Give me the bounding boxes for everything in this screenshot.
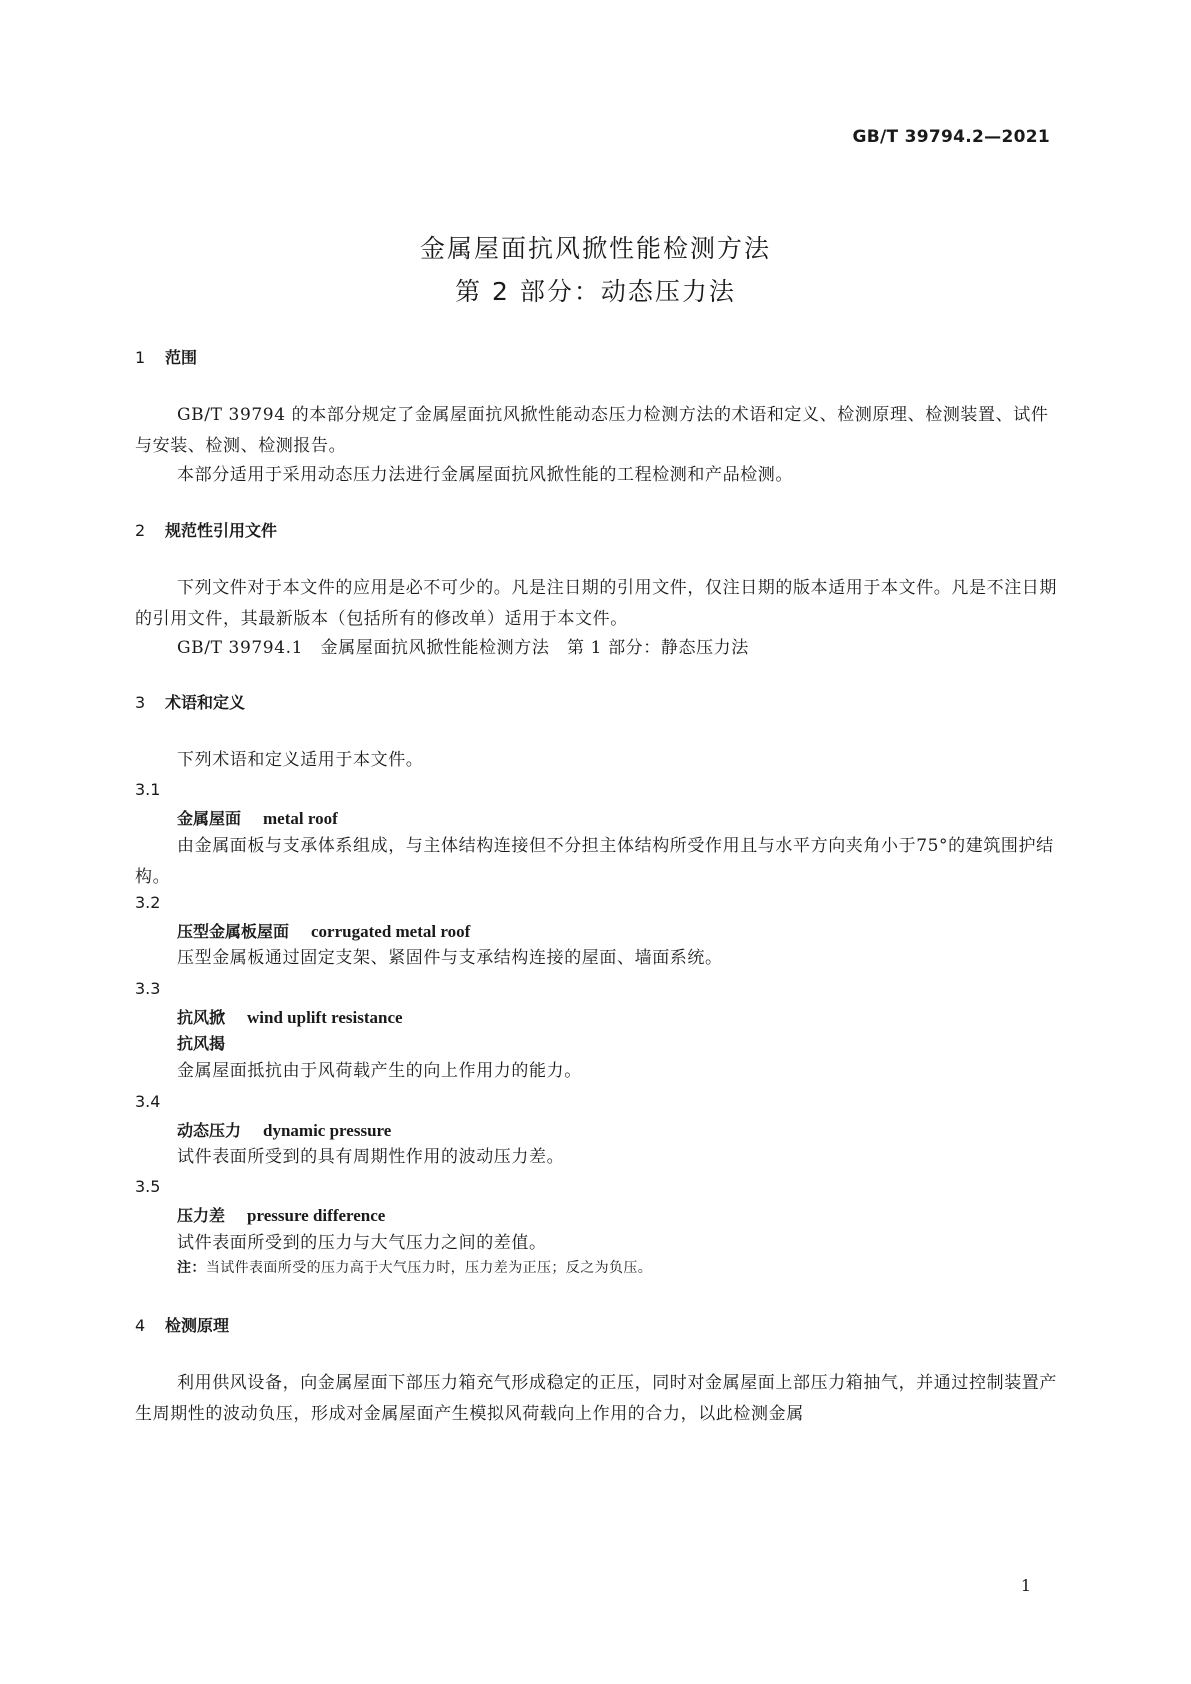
section-title: 术语和定义: [165, 693, 246, 712]
standard-code: GB/T 39794.2—2021: [852, 127, 1050, 147]
term-en: corrugated metal roof: [311, 922, 471, 941]
term-note: [177, 1257, 652, 1279]
term-definition: 由金属面板与支承体系组成，与主体结构连接但不分担主体结构所受作用且与水平方向夹角小于75°的建筑围护结构。: [135, 836, 1054, 887]
term-definition: 试件表面所受到的具有周期性作用的波动压力差。: [177, 1147, 565, 1167]
note-text: 当试件表面所受的压力高于大气压力时，压力差为正压；反之为负压。: [205, 1260, 653, 1276]
term-zh: 压力差: [177, 1206, 226, 1225]
section-1-para-2: 本部分适用于采用动态压力法进行金属屋面抗风掀性能的工程检测和产品检测。: [177, 465, 793, 485]
term-zh: 压型金属板屋面: [177, 922, 290, 941]
normative-reference: GB/T 39794.1 金属屋面抗风掀性能检测方法 第 1 部分：静态压力法: [177, 638, 749, 658]
section-number: 4: [135, 1316, 146, 1335]
note-label: 注：: [177, 1260, 206, 1276]
term-heading: [177, 1203, 385, 1229]
term-synonym: 抗风揭: [177, 1034, 226, 1053]
term-number: 3.3: [135, 979, 161, 998]
section-number: 2: [135, 521, 146, 540]
page-number: 1: [1020, 1576, 1031, 1595]
doc-subtitle: 第 2 部分：动态压力法: [455, 277, 736, 306]
section-3-intro: 下列术语和定义适用于本文件。: [177, 750, 424, 770]
term-definition: 试件表面所受到的压力与大气压力之间的差值。: [177, 1233, 547, 1253]
term-heading: [177, 806, 338, 832]
term-zh: 动态压力: [177, 1121, 242, 1140]
section-title: 规范性引用文件: [165, 521, 278, 540]
section-2-heading: [135, 519, 277, 543]
term-heading: [177, 1118, 391, 1144]
section-2-para-1: 下列文件对于本文件的应用是必不可少的。凡是注日期的引用文件，仅注日期的版本适用于本文件。凡是不注日期的引用文件，其最新版本（包括所有的修改单）适用于本文件。: [135, 578, 1057, 629]
term-en: dynamic pressure: [263, 1121, 392, 1140]
section-1-heading: [135, 346, 197, 370]
term-number: 3.1: [135, 780, 161, 799]
section-4-para-1: 利用供风设备，向金属屋面下部压力箱充气形成稳定的正压，同时对金属屋面上部压力箱抽气，并通过控制装置产生周期性的波动负压，形成对金属屋面产生模拟风荷载向上作用的合力，以此检测金属: [135, 1373, 1057, 1424]
term-definition: 金属屋面抵抗由于风荷载产生的向上作用力的能力。: [177, 1061, 582, 1081]
section-3-heading: [135, 691, 245, 715]
term-zh: 金属屋面: [177, 809, 242, 828]
term-en: pressure difference: [247, 1206, 386, 1225]
section-number: 1: [135, 348, 146, 367]
section-number: 3: [135, 693, 146, 712]
term-zh: 抗风掀: [177, 1008, 226, 1027]
section-title: 范围: [165, 348, 198, 367]
term-number: 3.2: [135, 893, 161, 912]
section-1-para-1: GB/T 39794 的本部分规定了金属屋面抗风掀性能动态压力检测方法的术语和定义、检测原理、检测装置、试件与安装、检测、检测报告。: [135, 405, 1049, 456]
section-4-heading: [135, 1314, 229, 1338]
term-number: 3.4: [135, 1092, 161, 1111]
term-en: metal roof: [263, 809, 338, 828]
term-en: wind uplift resistance: [247, 1008, 403, 1027]
doc-title: 金属屋面抗风掀性能检测方法: [419, 234, 771, 263]
term-number: 3.5: [135, 1177, 161, 1196]
term-heading: [177, 919, 470, 945]
section-title: 检测原理: [165, 1316, 230, 1335]
term-definition: 压型金属板通过固定支架、紧固件与支承结构连接的屋面、墙面系统。: [177, 948, 723, 968]
term-heading: [177, 1005, 403, 1031]
